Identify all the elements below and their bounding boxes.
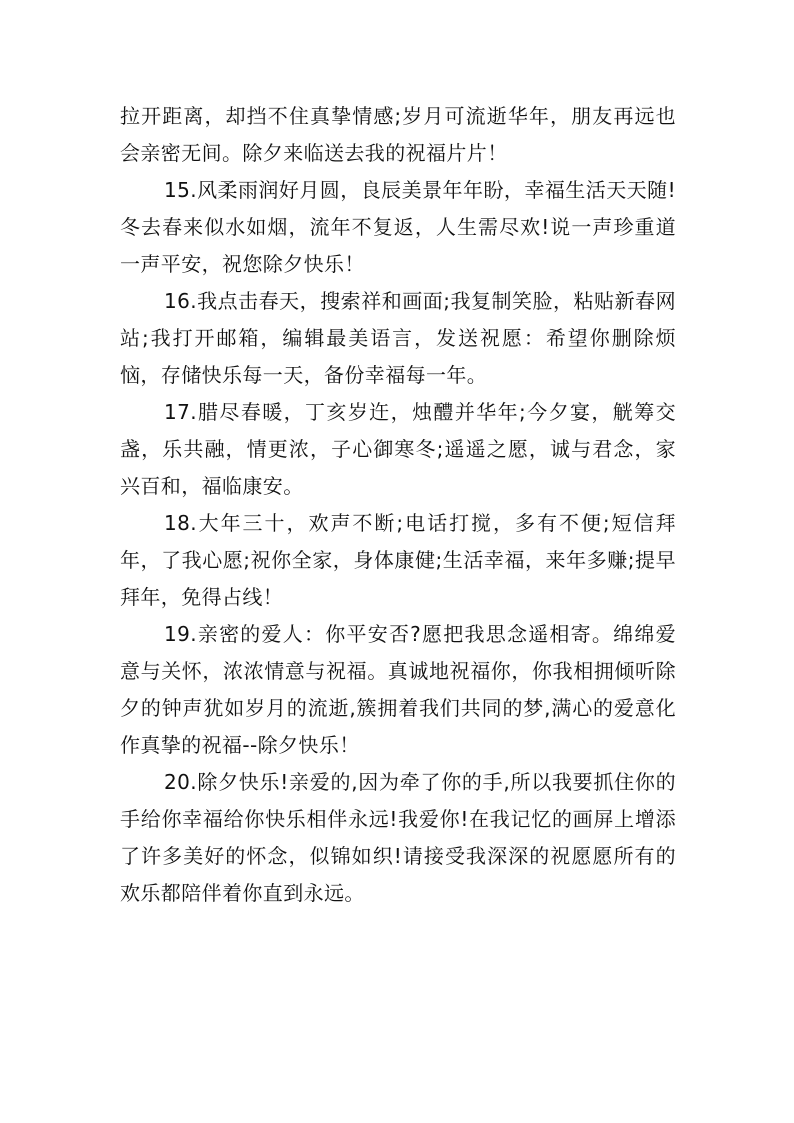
paragraph-18: 18.大年三十，欢声不断;电话打搅，多有不便;短信拜年，了我心愿;祝你全家，身体康健;生活幸福，来年多赚;提早拜年，免得占线！ [120,511,676,609]
document-body [120,98,676,912]
paragraph-16: 16.我点击春天，搜索祥和画面;我复制笑脸，粘贴新春网站;我打开邮箱，编辑最美语言，发送祝愿：希望你删除烦恼，存储快乐每一天，备份幸福每一年。 [120,289,676,387]
paragraph-17: 17.腊尽春暖，丁亥岁迕，烛醴并华年;今夕宴，觥筹交盏，乐共融，情更浓，子心御寒冬;遥遥之愿，诚与君念，家兴百和，福临康安。 [120,400,676,498]
paragraph-19: 19.亲密的爱人：你平安否?愿把我思念遥相寄。绵绵爱意与关怀，浓浓情意与祝福。真诚地祝福你，你我相拥倾听除夕的钟声犹如岁月的流逝,簇拥着我们共同的梦,满心的爱意化作真挚的祝福--除夕快乐！ [120,622,676,757]
paragraph-20: 20.除夕快乐!亲爱的,因为牵了你的手,所以我要抓住你的手给你幸福给你快乐相伴永远!我爱你!在我记忆的画屏上增添了许多美好的怀念，似锦如织!请接受我深深的祝愿愿所有的欢乐都陪伴着你直到永远。 [120,770,676,905]
paragraph-15: 15.风柔雨润好月圆，良辰美景年年盼，幸福生活天天随!冬去春来似水如烟，流年不复返，人生需尽欢!说一声珍重道一声平安，祝您除夕快乐！ [120,178,676,276]
paragraph-continuation: 拉开距离，却挡不住真挚情感;岁月可流逝华年，朋友再远也会亲密无间。除夕来临送去我的祝福片片！ [120,104,676,165]
